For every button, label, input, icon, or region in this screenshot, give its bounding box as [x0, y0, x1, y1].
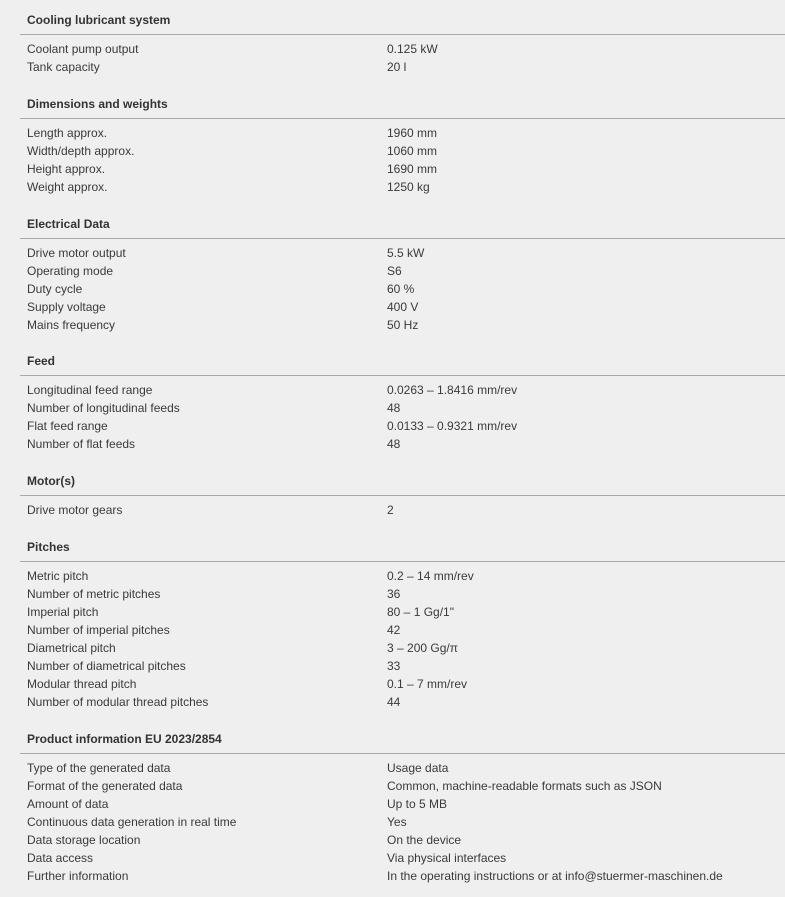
spec-row	[0, 567, 785, 585]
spec-value: 1250 kg	[387, 180, 430, 194]
section-pitches	[0, 537, 785, 711]
spec-value: 1960 mm	[387, 126, 438, 140]
spec-row	[0, 435, 785, 453]
spec-label: Amount of data	[27, 797, 109, 811]
spec-row	[0, 693, 785, 711]
spec-label: Coolant pump output	[27, 42, 139, 56]
spec-label: Data access	[27, 851, 94, 865]
spec-label: Number of metric pitches	[27, 587, 161, 601]
spec-value: 42	[387, 623, 401, 637]
spec-label: Format of the generated data	[27, 779, 183, 793]
spec-label: Number of flat feeds	[27, 437, 136, 451]
section-divider	[20, 118, 785, 119]
spec-label: Width/depth approx.	[27, 144, 135, 158]
spec-label: Drive motor output	[27, 246, 126, 260]
spec-value: 80 – 1 Gg/1"	[387, 605, 454, 619]
spec-row	[0, 795, 785, 813]
spec-row	[0, 639, 785, 657]
spec-row	[0, 849, 785, 867]
spec-value: Up to 5 MB	[387, 797, 448, 811]
section-divider	[20, 495, 785, 496]
spec-row	[0, 603, 785, 621]
section-title: Product information EU 2023/2854	[27, 732, 222, 746]
spec-value: Usage data	[387, 761, 449, 775]
spec-row	[0, 298, 785, 316]
spec-label: Continuous data generation in real time	[27, 815, 237, 829]
spec-label: Longitudinal feed range	[27, 383, 153, 397]
spec-row	[0, 585, 785, 603]
spec-label: Further information	[27, 869, 129, 883]
section-title: Cooling lubricant system	[27, 13, 171, 27]
section-divider	[20, 238, 785, 239]
spec-value: 20 l	[387, 60, 407, 74]
spec-row	[0, 160, 785, 178]
spec-label: Diametrical pitch	[27, 641, 116, 655]
spec-row	[0, 657, 785, 675]
spec-value: 1690 mm	[387, 162, 438, 176]
spec-row	[0, 316, 785, 334]
section-title: Pitches	[27, 540, 70, 554]
spec-row	[0, 831, 785, 849]
spec-label: Tank capacity	[27, 60, 100, 74]
spec-row	[0, 381, 785, 399]
spec-row	[0, 124, 785, 142]
spec-label: Imperial pitch	[27, 605, 99, 619]
spec-row	[0, 58, 785, 76]
section-divider	[20, 375, 785, 376]
spec-row	[0, 244, 785, 262]
spec-value: 60 %	[387, 282, 415, 296]
spec-row	[0, 280, 785, 298]
spec-row	[0, 262, 785, 280]
spec-row	[0, 675, 785, 693]
spec-label: Type of the generated data	[27, 761, 171, 775]
spec-label: Data storage location	[27, 833, 141, 847]
section-title: Feed	[27, 354, 56, 368]
section-feed	[0, 351, 785, 453]
spec-value: S6	[387, 264, 402, 278]
section-title: Dimensions and weights	[27, 97, 168, 111]
spec-label: Number of imperial pitches	[27, 623, 170, 637]
section-electrical-data	[0, 214, 785, 334]
spec-value: 48	[387, 401, 401, 415]
spec-value: 44	[387, 695, 401, 709]
spec-label: Weight approx.	[27, 180, 108, 194]
section-title: Motor(s)	[27, 474, 75, 488]
spec-value: Via physical interfaces	[387, 851, 507, 865]
section-motors	[0, 471, 785, 519]
spec-value: 0.1 – 7 mm/rev	[387, 677, 468, 691]
spec-label: Number of diametrical pitches	[27, 659, 186, 673]
spec-label: Modular thread pitch	[27, 677, 137, 691]
spec-value: 50 Hz	[387, 318, 419, 332]
spec-value: 33	[387, 659, 401, 673]
spec-value: 0.2 – 14 mm/rev	[387, 569, 474, 583]
spec-value: 1060 mm	[387, 144, 438, 158]
spec-row	[0, 142, 785, 160]
spec-row	[0, 759, 785, 777]
spec-value: 5.5 kW	[387, 246, 425, 260]
spec-value: 0.125 kW	[387, 42, 438, 56]
spec-value: In the operating instructions or at info@stuermer-maschinen.de	[387, 869, 723, 883]
spec-label: Metric pitch	[27, 569, 89, 583]
spec-label: Number of longitudinal feeds	[27, 401, 180, 415]
spec-value: On the device	[387, 833, 462, 847]
section-title: Electrical Data	[27, 217, 110, 231]
spec-label: Flat feed range	[27, 419, 108, 433]
spec-label: Drive motor gears	[27, 503, 123, 517]
spec-label: Mains frequency	[27, 318, 116, 332]
spec-value: 48	[387, 437, 401, 451]
spec-label: Number of modular thread pitches	[27, 695, 209, 709]
section-divider	[20, 34, 785, 35]
spec-value: 36	[387, 587, 401, 601]
spec-row	[0, 867, 785, 885]
spec-row	[0, 501, 785, 519]
section-dimensions-and-weights	[0, 94, 785, 196]
spec-value: 0.0133 – 0.9321 mm/rev	[387, 419, 518, 433]
spec-row	[0, 813, 785, 831]
section-divider	[20, 561, 785, 562]
spec-value: Common, machine-readable formats such as JSON	[387, 779, 662, 793]
spec-row	[0, 777, 785, 795]
spec-label: Supply voltage	[27, 300, 106, 314]
spec-value: 400 V	[387, 300, 419, 314]
spec-row	[0, 621, 785, 639]
spec-label: Operating mode	[27, 264, 114, 278]
spec-value: 2	[387, 503, 394, 517]
spec-value: Yes	[387, 815, 407, 829]
section-product-information-eu	[0, 729, 785, 885]
section-divider	[20, 753, 785, 754]
spec-row	[0, 40, 785, 58]
spec-row	[0, 417, 785, 435]
section-cooling-lubricant-system	[0, 10, 785, 76]
spec-row	[0, 399, 785, 417]
spec-label: Length approx.	[27, 126, 108, 140]
spec-value: 0.0263 – 1.8416 mm/rev	[387, 383, 518, 397]
spec-value: 3 – 200 Gg/π	[387, 641, 458, 655]
spec-label: Height approx.	[27, 162, 106, 176]
spec-row	[0, 178, 785, 196]
spec-label: Duty cycle	[27, 282, 83, 296]
